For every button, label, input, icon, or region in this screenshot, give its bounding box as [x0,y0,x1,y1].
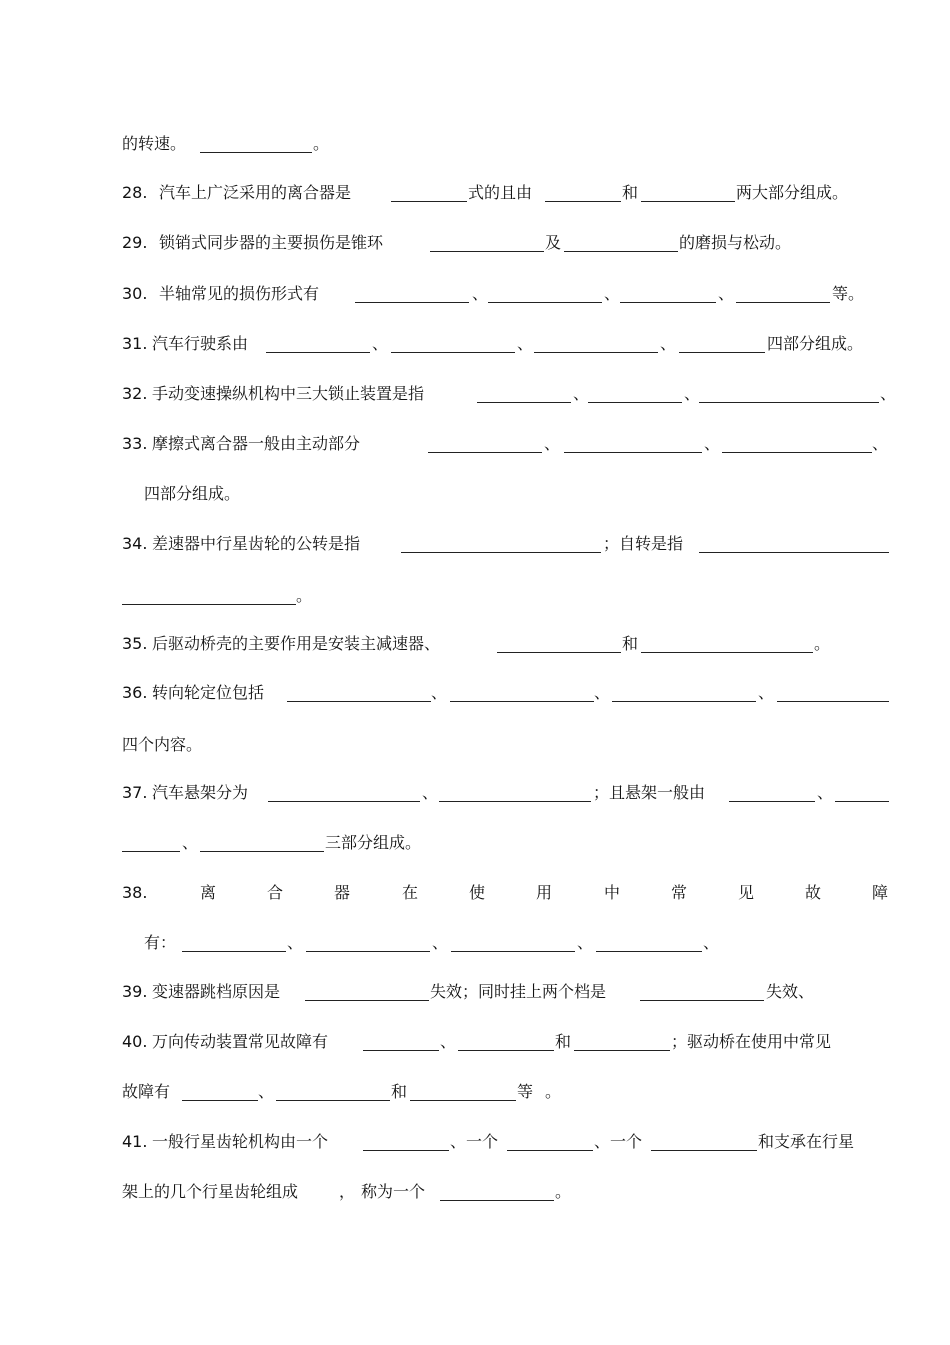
question-37-continuation [0,831,950,857]
answer-blank[interactable] [588,382,682,403]
separator: 、 [718,284,735,303]
question-number: 28. [122,183,148,202]
text: ；且悬架一般由 [593,783,706,802]
question-number: 39. [122,982,148,1001]
separator: ， [339,1182,356,1201]
question-char: 合 [267,883,284,902]
question-text: 汽车上广泛采用的离合器是 [159,183,352,202]
question-36-continuation [0,733,950,759]
answer-blank[interactable] [391,181,467,202]
question-text: 转向轮定位包括 [152,683,265,702]
answer-blank[interactable] [641,181,735,202]
separator: 、 [704,434,721,453]
question-text: 手动变速操纵机构中三大锁止装置是指 [152,384,425,403]
question-33-continuation [0,482,950,508]
separator: 、 [872,434,889,453]
answer-blank[interactable] [363,1130,449,1151]
answer-blank[interactable] [401,532,601,553]
question-number: 38. [122,883,148,902]
question-char: 用 [536,883,553,902]
question-text: 差速器中行星齿轮的公转是指 [152,534,361,553]
text: 。 [313,134,330,153]
separator: 、 [817,783,834,802]
question-char: 在 [402,883,419,902]
text: 。 [296,586,313,605]
question-char: 中 [604,883,621,902]
answer-blank[interactable] [651,1130,757,1151]
question-34-continuation [0,584,950,610]
answer-blank[interactable] [428,432,542,453]
answer-blank[interactable] [200,132,312,153]
answer-blank[interactable] [620,282,716,303]
text: 故障有 [122,1082,171,1101]
text: 的磨损与松动。 [679,233,792,252]
separator: 、 [258,1082,275,1101]
text: 式的且由 [468,183,533,202]
text: 、一个 [594,1132,643,1151]
answer-blank[interactable] [440,1180,554,1201]
answer-blank[interactable] [306,931,430,952]
text: 四部分组成。 [767,334,864,353]
separator: 、 [577,933,594,952]
text: 架上的几个行星齿轮组成 [122,1182,299,1201]
answer-blank[interactable] [564,231,678,252]
answer-blank[interactable] [182,931,286,952]
answer-blank[interactable] [305,980,429,1001]
answer-blank[interactable] [122,584,296,605]
answer-blank[interactable] [268,781,420,802]
question-40-continuation [0,1080,950,1106]
text: 、一个 [450,1132,499,1151]
question-number: 35. [122,634,148,653]
question-41 [0,1130,950,1156]
answer-blank[interactable] [430,231,544,252]
question-text: 一般行星齿轮机构由一个 [152,1132,329,1151]
separator: 、 [684,384,701,403]
text: 四个内容。 [122,735,203,754]
answer-blank[interactable] [355,282,469,303]
question-number: 33. [122,434,148,453]
text: 称为一个 [361,1182,426,1201]
text: 失效；同时挂上两个档是 [430,982,607,1001]
text: 和 [622,634,639,653]
text: 四部分组成。 [144,484,241,503]
separator: 、 [372,334,389,353]
question-37 [0,781,950,807]
separator: 、 [880,384,897,403]
question-text: 半轴常见的损伤形式有 [159,284,320,303]
text: 及 [545,233,562,252]
answer-blank[interactable] [458,1030,554,1051]
separator: 、 [594,683,611,702]
answer-blank[interactable] [574,1030,670,1051]
answer-blank[interactable] [534,332,658,353]
answer-blank[interactable] [835,781,889,802]
question-number: 29. [122,233,148,252]
answer-blank[interactable] [451,931,575,952]
question-char: 故 [805,883,822,902]
answer-blank[interactable] [477,382,571,403]
separator: 、 [604,284,621,303]
question-number: 36. [122,683,148,702]
question-35 [0,632,950,658]
separator: 、 [432,933,449,952]
question-char: 使 [469,883,486,902]
separator: 、 [440,1032,457,1051]
question-number: 41. [122,1132,148,1151]
question-text: 变速器跳档原因是 [152,982,281,1001]
question-38 [0,881,950,907]
separator: 、 [660,334,677,353]
question-number: 32. [122,384,148,403]
question-34 [0,532,950,558]
answer-blank[interactable] [182,1080,258,1101]
answer-blank[interactable] [122,831,180,852]
answer-blank[interactable] [699,382,879,403]
question-27-tail [0,132,950,158]
separator: 、 [472,284,489,303]
question-32 [0,382,950,408]
text: ；驱动桥在使用中常见 [671,1032,832,1051]
question-char: 常 [671,883,688,902]
answer-blank[interactable] [736,282,830,303]
answer-blank[interactable] [679,332,765,353]
question-39 [0,980,950,1006]
answer-blank[interactable] [410,1080,516,1101]
question-number: 37. [122,783,148,802]
answer-blank[interactable] [596,931,702,952]
question-41-continuation [0,1180,950,1206]
question-number: 30. [122,284,148,303]
question-40 [0,1030,950,1056]
separator: 、 [422,783,439,802]
answer-blank[interactable] [641,632,813,653]
separator: 、 [758,683,775,702]
text: 的转速。 [122,134,187,153]
question-text: 锁销式同步器的主要损伤是锥环 [159,233,384,252]
answer-blank[interactable] [266,332,370,353]
question-text: 万向传动装置常见故障有 [152,1032,329,1051]
question-text: 摩擦式离合器一般由主动部分 [152,434,361,453]
answer-blank[interactable] [699,532,889,553]
answer-blank[interactable] [729,781,815,802]
text: 和支承在行星 [758,1132,855,1151]
separator: 、 [544,434,561,453]
question-char: 器 [334,883,351,902]
answer-blank[interactable] [363,1030,439,1051]
answer-blank[interactable] [640,980,764,1001]
answer-blank[interactable] [287,681,431,702]
answer-blank[interactable] [497,632,621,653]
text: 和 [622,183,639,202]
answer-blank[interactable] [439,781,591,802]
answer-blank[interactable] [276,1080,390,1101]
text: 。 [555,1182,572,1201]
separator: 、 [573,384,590,403]
question-31 [0,332,950,358]
answer-blank[interactable] [564,432,702,453]
text: 失效、 [766,982,815,1001]
answer-blank[interactable] [777,681,889,702]
question-28 [0,181,950,207]
question-36 [0,681,950,707]
question-33 [0,432,950,458]
question-char: 离 [200,883,217,902]
answer-blank[interactable] [450,681,594,702]
question-number: 34. [122,534,148,553]
answer-blank[interactable] [545,181,621,202]
text: 两大部分组成。 [736,183,849,202]
answer-blank[interactable] [507,1130,593,1151]
text: ；自转是指 [603,534,684,553]
question-38-continuation [0,931,950,957]
question-30 [0,282,950,308]
text: 和 [391,1082,408,1101]
answer-blank[interactable] [391,332,515,353]
separator: 、 [703,933,720,952]
question-number: 31. [122,334,148,353]
separator: 、 [431,683,448,702]
separator: 、 [287,933,304,952]
question-text: 汽车行驶系由 [152,334,249,353]
text: 等 [517,1082,534,1101]
answer-blank[interactable] [612,681,756,702]
separator: 、 [517,334,534,353]
text: 等。 [832,284,865,303]
answer-blank[interactable] [488,282,602,303]
text: 。 [814,634,831,653]
question-char: 见 [738,883,755,902]
text: 三部分组成。 [325,833,422,852]
answer-blank[interactable] [200,831,324,852]
text: 有： [144,933,177,952]
question-number: 40. [122,1032,148,1051]
question-char: 障 [872,883,889,902]
question-text: 汽车悬架分为 [152,783,249,802]
text: 。 [545,1082,562,1101]
separator: 、 [182,833,199,852]
question-29 [0,231,950,257]
answer-blank[interactable] [722,432,872,453]
text: 和 [555,1032,572,1051]
question-text: 后驱动桥壳的主要作用是安装主减速器、 [152,634,441,653]
